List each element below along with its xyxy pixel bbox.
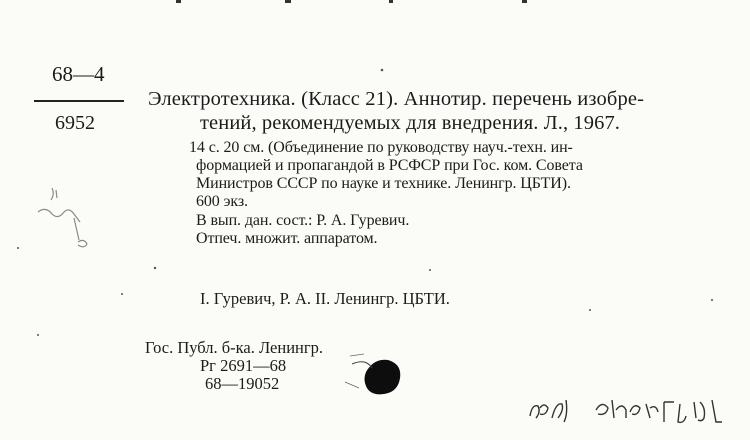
library-name: Гос. Публ. б-ка. Ленингр. bbox=[145, 338, 324, 357]
accession-number: 68—19052 bbox=[205, 374, 280, 393]
dust-specks bbox=[17, 69, 713, 336]
description-line-4: 600 экз. bbox=[196, 193, 248, 210]
description-line-2: формацией и пропагандой в РСФСР при Гос. ком. Совета bbox=[196, 157, 583, 174]
description-line-3: Министров СССР по науке и технике. Ленингр. ЦБТИ). bbox=[196, 175, 571, 192]
card-number: 6952 bbox=[55, 112, 95, 134]
edge-speck bbox=[522, 0, 527, 3]
pencil-notes bbox=[38, 188, 87, 247]
classification-number: 68—4 bbox=[52, 62, 105, 86]
title-line-2: тений, рекомендуемых для внедрения. Л., 1967. bbox=[200, 112, 621, 134]
description-line-1: 14 с. 20 см. (Объединение по руководству науч.-техн. ин- bbox=[189, 139, 573, 156]
handwritten-annotation bbox=[530, 400, 722, 422]
edge-speck bbox=[176, 0, 181, 3]
printing-note: Отпеч. множит. аппаратом. bbox=[196, 230, 378, 247]
title-line-1: Электротехника. (Класс 21). Аннотир. перечень изобре- bbox=[148, 88, 645, 110]
edge-speck bbox=[285, 0, 291, 3]
edge-speck bbox=[389, 0, 393, 3]
compiler-note: В вып. дан. сост.: Р. А. Гуревич. bbox=[196, 212, 410, 229]
ink-blot bbox=[345, 354, 400, 394]
tracing-entries: I. Гуревич, Р. А. II. Ленингр. ЦБТИ. bbox=[200, 289, 450, 308]
registration-number: Рг 2691—68 bbox=[200, 356, 287, 375]
